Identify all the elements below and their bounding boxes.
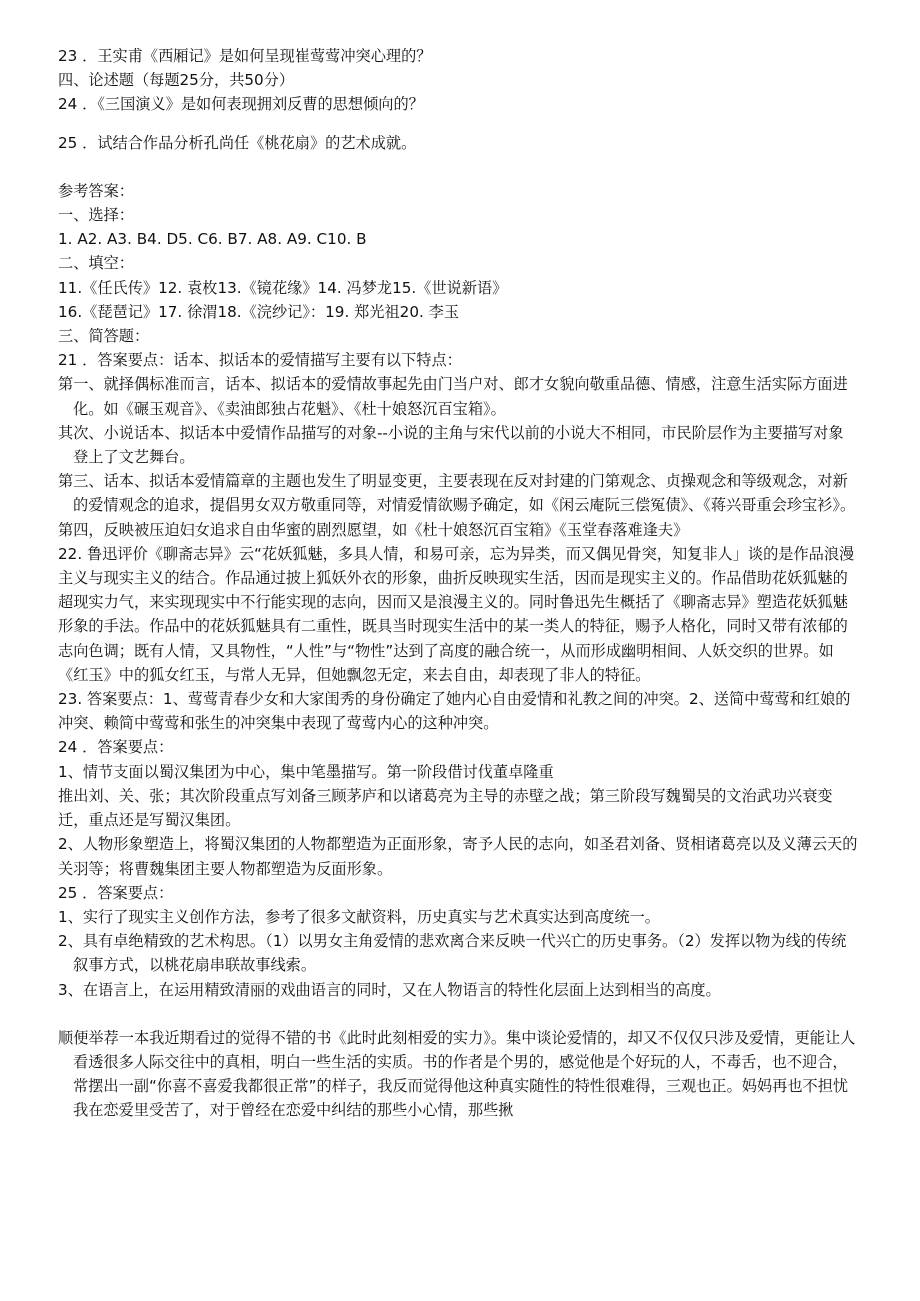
answer-25-point-2: 2、具有卓绝精致的艺术构思。（1）以男女主角爱情的悲欢离合来反映一代兴亡的历史事务。（2）发挥以物为线的传统叙事方式，以桃花扇串联故事线索。 <box>58 932 847 975</box>
section-3-heading: 三、简答题： <box>58 327 150 346</box>
answer-25-point-1: 1、实行了现实主义创作方法，参考了很多文献资料，历史真实与艺术真实达到高度统一。 <box>58 907 660 926</box>
document-page <box>58 44 858 1123</box>
book-recommendation: 顺便举荐一本我近期看过的觉得不错的书《此时此刻相爱的实力》。集中谈论爱情的，却又不仅仅只涉及爱情，更能让人看透很多人际交往中的真相，明白一些生活的实质。书的作者是个男的，感觉他是个好玩的人，不毒舌，也不迎合，常摆出一副“你喜不喜爱我都很正常”的样子，我反而觉得他这种真实随性的特性很难得，三观也正。妈妈再也不担忧我在恋爱里受苦了，对于曾经在恋爱中纠结的那些小心情，那些揪 <box>58 1028 856 1120</box>
question-23: 23 ．王实甫《西厢记》是如何呈现崔莺莺冲突心理的？ <box>58 47 432 65</box>
answer-24-point-1b: 推出刘、关、张；其次阶段重点写刘备三顾茅庐和以诸葛亮为主导的赤壁之战；第三阶段写魏蜀吴的文治武功兴衰变迁，重点还是写蜀汉集团。 <box>58 786 833 830</box>
answer-24-title: 24 ．答案要点： <box>58 738 174 757</box>
choice-answers: 1. A2. A3. B4. D5. C6. B7. A8. A9. C10. B <box>58 230 367 249</box>
section-1-heading: 一、选择： <box>58 206 134 225</box>
answer-21-point-4: 第四，反映被压迫妇女追求自由华蜜的剧烈愿望，如《杜十娘怒沉百宝箱》《玉堂春落难逢夫》 <box>58 520 689 539</box>
question-24: 24 ．《三国演义》是如何表现拥刘反曹的思想倾向的？ <box>58 95 424 114</box>
answer-24-point-2: 2、人物形象塑造上，将蜀汉集团的人物都塑造为正面形象，寄予人民的志向，如圣君刘备、贤相诸葛亮以及义薄云天的关羽等；将曹魏集团主要人物都塑造为反面形象。 <box>58 835 858 878</box>
answer-24-point-1a: 1、情节支面以蜀汉集团为中心，集中笔墨描写。第一阶段借讨伐董卓隆重 <box>58 762 554 781</box>
section-4-heading: 四、论述题（每题25分，共50分） <box>58 71 295 90</box>
answer-21-intro: 21 ．答案要点：话本、拟话本的爱情描写主要有以下特点： <box>58 351 462 370</box>
answer-21-point-3: 第三、话本、拟话本爱情篇章的主题也发生了明显变更，主要表现在反对封建的门第观念、贞操观念和等级观念，对新的爱情观念的追求，提倡男女双方敬重同等，对情爱情欲赐予确定，如《闲云庵阮三偿冤债》、《蒋兴哥重会珍宝衫》。 <box>58 472 856 515</box>
answers-title: 参考答案： <box>58 181 134 200</box>
answer-25-title: 25 ．答案要点： <box>58 883 174 902</box>
fill-answers-line-2: 16.《琵琶记》17. 徐渭18.《浣纱记》：19. 郑光祖20. 李玉 <box>58 302 460 321</box>
spacer <box>58 155 858 179</box>
spacer <box>58 1002 858 1026</box>
question-25: 25 ．试结合作品分析孔尚任《桃花扇》的艺术成就。 <box>58 133 417 152</box>
answer-21-point-1: 第一、就择偶标准而言，话本、拟话本的爱情故事起先由门当户对、郎才女貌向敬重品德、情感，注意生活实际方面进化。如《碾玉观音》、《卖油郎独占花魁》、《杜十娘怒沉百宝箱》。 <box>58 375 848 418</box>
section-2-heading: 二、填空： <box>58 254 134 273</box>
answer-22: 22. 鲁迅评价《聊斋志异》云“花妖狐魅，多具人情，和易可亲，忘为异类，而又偶见骨突，知复非人」谈的是作品浪漫主义与现实主义的结合。作品通过披上狐妖外衣的形象，曲折反映现实生活，因而是现实主义的。作品借助花妖狐魅的超现实力气，来实现现实中不行能实现的志向，因而又是浪漫主义的。同时鲁迅先生概括了《聊斋志异》塑造花妖狐魅形象的手法。作品中的花妖狐魅具有二重性，既具当时现实生活中的某一类人的特征，赐予人格化，同时又带有浓郁的志向色调；既有人情，又具物性，“人性”与“物性”达到了高度的融合统一，从而形成幽明相间、人妖交织的世界。如《红玉》中的狐女红玉，与常人无异，但她飘忽无定，来去自由，却表现了非人的特征。 <box>58 544 855 684</box>
fill-answers-line-1: 11.《任氏传》12. 袁枚13.《镜花缘》14. 冯梦龙15.《世说新语》 <box>58 278 508 297</box>
spacer <box>58 117 858 131</box>
answer-21-point-2: 其次、小说话本、拟话本中爱情作品描写的对象--小说的主角与宋代以前的小说大不相同，市民阶层作为主要描写对象登上了文艺舞台。 <box>58 423 844 467</box>
answer-23: 23. 答案要点：1、莺莺青春少女和大家闺秀的身份确定了她内心自由爱情和礼教之间的冲突。2、送简中莺莺和红娘的冲突、赖简中莺莺和张生的冲突集中表现了莺莺内心的这种冲突。 <box>58 690 851 733</box>
answer-25-point-3: 3、在语言上，在运用精致清丽的戏曲语言的同时，又在人物语言的特性化层面上达到相当的高度。 <box>58 980 721 999</box>
